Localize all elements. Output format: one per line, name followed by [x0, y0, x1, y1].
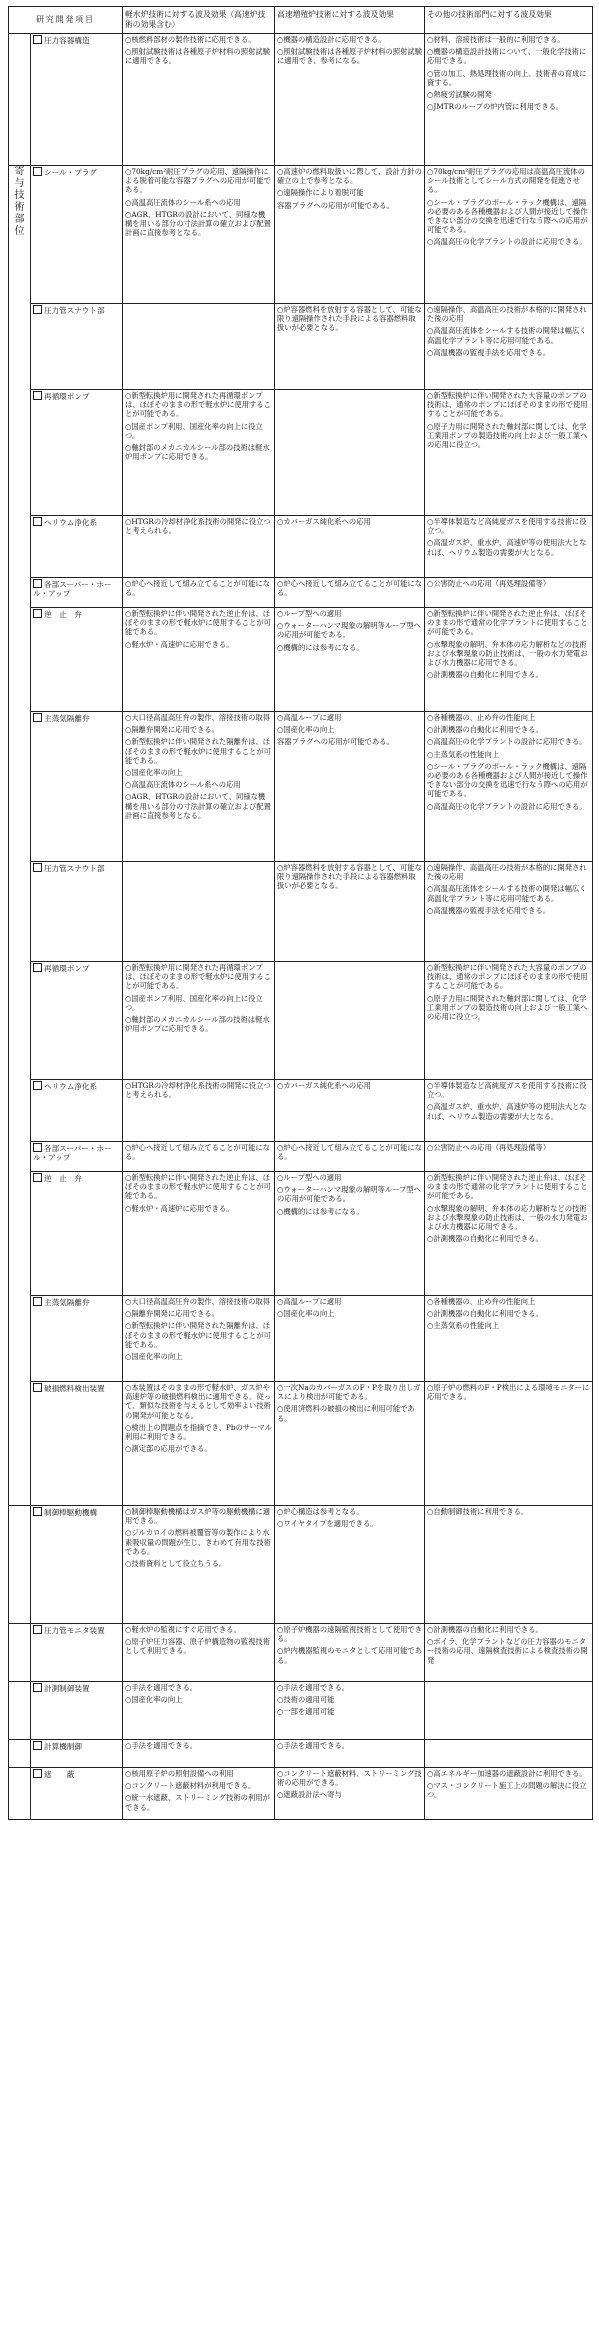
item-label: 破損燃料検出装置	[44, 1384, 105, 1393]
table-row	[9, 1296, 593, 1382]
effect-text: ○炉心へ接近して組み立てることが可能になる。	[277, 1143, 423, 1162]
effect-text: ○シール・プラグのボール・ラック機構は、遠隔の必要のある各種機器および人間が接近して操作できない部分の交換を迅速で行なう際への応用が可能である。	[427, 197, 588, 235]
effect-text: ○核燃料部材の製作技術に応用できる。	[125, 35, 256, 44]
header-col3: その他の技術部門に対する波及効果	[425, 7, 593, 34]
effect-text: ○高温ガス炉、重水炉、高速炉等の使用法大となれば、ヘリウム製造の需要が大となる。	[427, 538, 587, 557]
square-bullet-icon	[33, 305, 42, 314]
effect-text: ○高温高圧の化学プラントの設計に応用できる。	[427, 237, 587, 247]
effect-text: ○遠隔操作により着脱可能	[277, 188, 364, 198]
table-row	[9, 1682, 593, 1740]
effect-cell-c1	[123, 1682, 275, 1740]
effect-text: ○半導体製造など高純度ガスを使用する技術に役立つ。	[427, 1081, 587, 1100]
item-name	[31, 962, 123, 1080]
effect-text: ○70kg/cm²耐圧プラグの応用、遠隔操作による脱着可能な容器プラグへの応用が可能である。	[125, 167, 271, 195]
square-bullet-icon	[33, 391, 42, 400]
effect-text: ○水撃現象の解明、弁本体の応力解析などの技術および水撃現象の防止技術は、一般の水力発電および水力機器に応用できる。	[427, 1203, 588, 1232]
effect-text: ○手法を適用できる。	[277, 1741, 350, 1750]
effect-text: ○技術の適用可能	[277, 1695, 335, 1705]
category-blank	[9, 1740, 31, 1768]
effect-text: ○高温高圧流体をシールする技術の開発は幅広く高温化学プラント等に応用可能である。	[427, 884, 587, 903]
effect-text: ○国産化率の向上	[125, 768, 183, 778]
effect-text: ○炉心へ接近して組み立てることが可能になる。	[277, 579, 423, 598]
effect-text: ○核用原子炉の照射設備への利用	[125, 1769, 234, 1778]
effect-text: ○主蒸気系の性能向上	[427, 749, 500, 759]
effect-text: ○ウォーターハンマ現象の解明等ループ型への応用が可能である。	[277, 1185, 421, 1204]
effect-cell-c3	[425, 1172, 593, 1296]
effect-cell-c2	[275, 1142, 425, 1172]
effect-text: ○照射試験技術は各種原子炉材料の照射試験に適用できる。	[125, 47, 271, 66]
effect-cell-c3	[425, 1080, 593, 1142]
effect-text: ○機構的には参考になる。	[277, 642, 364, 652]
effect-text: ○新型転換炉に伴い開発された大容量のポンプの技術は、通常のポンプにほぼそのままの形で使用することが可能である。	[427, 963, 588, 991]
item-label: 再循環ポンプ	[44, 392, 90, 401]
category-char: 寄	[14, 166, 25, 177]
item-label: 逆 止 弁	[44, 610, 82, 619]
effect-text: ○高エネルギー加速器の遮蔽設計に利用できる。	[427, 1769, 587, 1778]
effect-text: ○軽水炉・高速炉に応用できる。	[125, 639, 234, 649]
effect-cell-c3	[425, 1142, 593, 1172]
effect-text: ○国産化率の向上	[125, 1352, 183, 1362]
effect-cell-c2	[275, 34, 425, 166]
effect-text: ○ループ型への適用	[277, 609, 342, 618]
effect-text: ○手法を適用できる。	[125, 1683, 198, 1692]
table-row	[9, 1172, 593, 1296]
effect-text: ○測定部の応用ができる。	[125, 1444, 212, 1454]
effect-text: ○シール・プラグのボール・ラック機構は、遠隔の必要のある各種機器および人間が接近して操作できない部分の交換を迅速で行なう際への応用が可能である。	[427, 761, 588, 799]
square-bullet-icon	[33, 1383, 42, 1392]
item-label: 圧力管モニタ装置	[44, 1626, 105, 1635]
square-bullet-icon	[33, 167, 42, 176]
effect-text: ○国産ポンプ利用、国産化率の向上に役立つ。	[125, 421, 263, 440]
square-bullet-icon	[33, 963, 42, 972]
category-char: 技	[14, 190, 25, 201]
effect-text: ○原子炉圧力容器、原子炉構造物の監視技術として利用できる。	[125, 1637, 271, 1656]
effect-text: ○隔離弁開発に応用できる。	[125, 725, 219, 735]
effect-text: ○ウォーターハンマ現象の解明等ループ型への応用が可能である。	[277, 621, 421, 640]
effect-text: ○国産化率の向上	[277, 1309, 335, 1319]
effect-text: ○遠隔操作、高温高圧の技術が本格的に開発された後の応用	[427, 305, 587, 324]
item-label: 計算機制御	[44, 1742, 82, 1751]
square-bullet-icon	[33, 35, 42, 44]
category-char: 与	[14, 178, 25, 189]
effect-text: ○高温ループに適用	[277, 1297, 342, 1306]
item-name	[31, 1624, 123, 1682]
effect-text: ○各種機器の、止め弁の性能向上	[427, 713, 536, 722]
effect-cell-c2	[275, 578, 425, 608]
square-bullet-icon	[33, 1683, 42, 1692]
effect-text: ○国産ポンプ利用、国産化率の向上に役立つ。	[125, 993, 263, 1012]
effect-cell-c1	[123, 578, 275, 608]
effect-cell-c1	[123, 1768, 275, 1820]
effect-cell-c3	[425, 304, 593, 390]
effect-text: ○新型転換炉に伴い開発された隔離弁は、ほぼそのままの形で軽水炉に使用することが可能である。	[125, 1321, 271, 1349]
effect-text: ○自動制御技術に利用できる。	[427, 1507, 529, 1516]
table-row	[9, 1382, 593, 1506]
effect-cell-c2	[275, 1740, 425, 1768]
effect-text: ○炉心構造は参考となる。	[277, 1507, 364, 1516]
effect-text: ○機器の構造設計技術について、一般化学技術に応用できる。	[427, 47, 587, 66]
effect-text: ○本装置はそのままの形で軽水炉、ガス炉や高速炉等の破損燃料検出に適用できる。従って、類似な技術を与えるとして効率よい技術の開発が可能となる。	[125, 1383, 271, 1420]
effect-cell-c1	[123, 1740, 275, 1768]
table-row	[9, 862, 593, 962]
effect-text: ○隔離弁開発に応用できる。	[125, 1309, 219, 1319]
effect-cell-c1	[123, 1624, 275, 1682]
item-name	[31, 166, 123, 304]
square-bullet-icon	[33, 1297, 42, 1306]
item-name	[31, 608, 123, 712]
effect-cell-c1	[123, 166, 275, 304]
square-bullet-icon	[33, 1769, 42, 1778]
effect-text: ○統一水遮蔽、ストリーミング技術の利用ができる。	[125, 1793, 270, 1812]
effect-cell-c2	[275, 516, 425, 578]
effect-text: ○ジルカロイの燃料被覆管等の製作により水素吸収量の問題が生じ、きわめて有用な技術である。	[125, 1528, 271, 1556]
effect-cell-c2	[275, 1080, 425, 1142]
effect-cell-c3	[425, 608, 593, 712]
effect-cell-c2	[275, 390, 425, 516]
effect-text: ○カバーガス純化系への応用	[277, 1081, 371, 1090]
effect-text: ○一次NaのカバーガスのF・Pを取り出しガスにより検出が可能である。	[277, 1383, 421, 1402]
effect-text: ○炉心へ接近して組み立てることが可能になる。	[125, 1143, 271, 1162]
table-row	[9, 166, 593, 304]
effect-cell-c3	[425, 962, 593, 1080]
square-bullet-icon	[33, 1625, 42, 1634]
table-row	[9, 1740, 593, 1768]
effect-cell-c3	[425, 516, 593, 578]
item-name	[31, 1080, 123, 1142]
effect-text: ○炉内機器監視のモニタとして応用可能である。	[277, 1646, 423, 1665]
effect-cell-c1	[123, 1142, 275, 1172]
effect-text: ○高温高圧の化学プラントの設計に応用できる。	[427, 737, 587, 747]
item-name	[31, 34, 123, 166]
square-bullet-icon	[33, 579, 42, 588]
effect-text: ○機器の構造設計に応用できる。	[277, 35, 386, 44]
item-name	[31, 1506, 123, 1624]
square-bullet-icon	[33, 1173, 42, 1182]
item-name	[31, 1682, 123, 1740]
effect-cell-c2	[275, 1624, 425, 1682]
square-bullet-icon	[33, 863, 42, 872]
effect-cell-c2	[275, 1382, 425, 1506]
effect-text: ○新型転換炉に伴い開発された逆止弁は、ほぼそのままの形で通常の化学プラントに使用することが可能である。	[427, 609, 588, 637]
effect-text: ○公害防止への応用（再処理設備等）	[427, 579, 551, 588]
square-bullet-icon	[33, 713, 42, 722]
effect-text: ○ボイラ、化学プラントなどの圧力容器のモニター技術の応用、遠隔検査技術による検査技術の開発	[427, 1637, 588, 1665]
effect-text: ○原子炉の燃料のF・P検出による環境モニターに応用できる。	[427, 1383, 590, 1402]
item-name	[31, 304, 123, 390]
effect-cell-c3	[425, 578, 593, 608]
effect-text: ○高温ループに適用	[277, 713, 342, 722]
effect-text: ○AGR、HTGRの設計において、同様な機構を用いる部分の寸法計算の確立および配置計画に直接参考となる。	[125, 209, 271, 238]
effect-text: ○新型転換炉に伴い開発された大容量のポンプの技術は、通常のポンプにほぼそのままの形で使用することが可能である。	[427, 391, 588, 419]
effect-text: ○ワイヤタイプを適用できる。	[277, 1519, 378, 1529]
effect-cell-c3	[425, 390, 593, 516]
effect-text: ○各種機器の、止め弁の性能向上	[427, 1297, 536, 1306]
item-label: ヘリウム浄化系	[44, 518, 98, 527]
effect-cell-c3	[425, 1296, 593, 1382]
effect-text: ○遠隔操作、高温高圧の技術が本格的に開発された後の応用	[427, 863, 587, 882]
effect-cell-c1	[123, 516, 275, 578]
effect-cell-c3	[425, 1682, 593, 1740]
effect-cell-c1	[123, 1382, 275, 1506]
table-row	[9, 1080, 593, 1142]
effect-cell-c1	[123, 862, 275, 962]
effect-text: ○高速炉の燃料取扱いに際して、設計方針の確立の上で参考となる。	[277, 167, 422, 186]
effect-text: ○原子力用に開発された軸封部に関しては、化学工業用ポンプの製造技術の向上および一般工業への応用に役立つ。	[427, 993, 588, 1022]
table-row	[9, 608, 593, 712]
effect-text: 容器プラグへの応用が可能である。	[277, 200, 394, 210]
effect-cell-c1	[123, 390, 275, 516]
effect-text: 容器プラグへの応用が可能である。	[277, 737, 394, 747]
effect-cell-c2	[275, 1506, 425, 1624]
category-blank	[9, 1506, 31, 1624]
category-cell	[9, 166, 31, 1506]
item-label: 各部スーパー・ホール・アップ	[33, 580, 112, 599]
item-label: 主蒸気隔離弁	[44, 714, 90, 723]
effect-cell-c2	[275, 1172, 425, 1296]
table-row	[9, 1768, 593, 1820]
effect-text: ○計測機器の自動化に利用できる。	[427, 725, 543, 735]
item-label: 遮 蔽	[44, 1770, 75, 1779]
effect-text: ○手法を適用できる。	[125, 1741, 198, 1750]
effect-text: ○新型転換炉に伴い開発された隔離弁は、ほぼそのままの形で軽水炉に使用することが可能である。	[125, 737, 271, 765]
table-row	[9, 1506, 593, 1624]
header-topic: 研究開発項目	[9, 7, 123, 34]
effect-cell-c3	[425, 1506, 593, 1624]
effect-cell-c1	[123, 1080, 275, 1142]
effect-text: ○HTGRの冷却材浄化系技術の開発に役立つと考えられる。	[125, 1081, 271, 1100]
category-char: 部	[14, 214, 25, 225]
table-row	[9, 516, 593, 578]
item-label: 圧力管スナウト部	[44, 864, 105, 873]
effect-cell-c3	[425, 862, 593, 962]
item-name	[31, 1382, 123, 1506]
effect-text: ○高温高圧流体のシール系への応用	[125, 197, 241, 207]
effect-text: ○計測機器の自動化に利用できる。	[427, 1625, 543, 1634]
effect-text: ○原子炉機器の遠隔監視技術として使用できる。	[277, 1625, 423, 1644]
effect-text: ○水撃現象の解明、弁本体の応力解析などの技術および水撃現象の防止技術は、一般の水力発電および水力機器に応用できる。	[427, 639, 588, 668]
effect-text: ○制御棒駆動機構はガス炉等の駆動機構に適用できる。	[125, 1507, 271, 1526]
effect-text: ○炉容器燃料を放射する容器として、可能な限り遠隔操作された手段による容器燃料取扱いが必要となる。	[277, 863, 422, 891]
item-name	[31, 712, 123, 862]
category-label	[9, 166, 30, 238]
research-table	[8, 6, 593, 1820]
effect-cell-c3	[425, 166, 593, 304]
effect-cell-c1	[123, 1172, 275, 1296]
effect-text: ○軽水炉・高速炉に応用できる。	[125, 1203, 234, 1213]
item-name	[31, 390, 123, 516]
effect-text: ○照射試験技術は各種原子炉材料の照射試験に適用でき、参考になる。	[277, 47, 423, 66]
effect-cell-c2	[275, 304, 425, 390]
effect-cell-c2	[275, 862, 425, 962]
effect-text: ○国産化率の向上	[277, 725, 335, 735]
effect-text: ○高温ガス炉、重水炉、高速炉等の使用法大となれば、ヘリウム製造の需要が大となる。	[427, 1102, 587, 1121]
effect-text: ○技術資料として役立ちうる。	[125, 1559, 227, 1569]
effect-text: ○材料、溶接技術は一般的に利用できる。	[427, 35, 565, 44]
header-row	[9, 7, 593, 34]
effect-text: ○計測機器の自動化に利用できる。	[427, 670, 543, 680]
effect-text: ○大口径高温高圧弁の製作、溶接技術の取得	[125, 713, 271, 722]
effect-text: ○コンクリート遮蔽材料、ストリーミング技術の応用ができる。	[277, 1769, 422, 1788]
category-blank	[9, 1624, 31, 1682]
item-name	[31, 516, 123, 578]
effect-text: ○炉容器燃料を放射する容器として、可能な限り遠隔操作された手段による容器燃料取扱いが必要となる。	[277, 305, 422, 333]
effect-text: ○マス・コンクリート施工上の問題の解決に役立つ。	[427, 1781, 587, 1800]
effect-text: ○大口径高温高圧弁の製作、溶接技術の取得	[125, 1297, 271, 1306]
item-name	[31, 1740, 123, 1768]
item-label: 圧力管スナウト部	[44, 306, 105, 315]
square-bullet-icon	[33, 1507, 42, 1516]
effect-text: ○JMTRのループの炉内管に利用できる。	[427, 102, 564, 112]
effect-text: ○高温高圧流体のシール系への応用	[125, 780, 241, 790]
table-row	[9, 962, 593, 1080]
effect-text: ○ループ型への適用	[277, 1173, 342, 1182]
effect-text: ○検出上の問題点を指摘でき、Pbのサーマル利用に利用できる。	[125, 1422, 272, 1442]
effect-text: ○新型転換炉に伴い開発された逆止弁は、ほぼそのままの形で軽水炉に使用することが可能である。	[125, 609, 271, 637]
table-row	[9, 390, 593, 516]
effect-text: ○計測機器の自動化に利用できる。	[427, 1234, 543, 1244]
category-blank	[9, 1682, 31, 1740]
effect-cell-c3	[425, 1768, 593, 1820]
effect-text: ○新型転換炉用に開発された再循環ポンプは、ほぼそのままの形で軽水炉に使用することが可能である。	[125, 391, 271, 419]
effect-cell-c3	[425, 1740, 593, 1768]
effect-cell-c3	[425, 1382, 593, 1506]
effect-cell-c1	[123, 304, 275, 390]
effect-text: ○AGR、HTGRの設計において、同様な機構を用いる部分の寸法計算の確立および配置計画に直接参考となる。	[125, 792, 271, 820]
effect-text: ○高温高圧の化学プラントの設計に応用できる。	[427, 801, 587, 811]
effect-text: ○遮蔽設計法へ寄与	[277, 1790, 342, 1800]
effect-text: ○手法を適用できる。	[277, 1683, 350, 1692]
header-col2: 高速増殖炉技術に対する波及効果	[275, 7, 425, 34]
effect-cell-c2	[275, 1296, 425, 1382]
table-row	[9, 1624, 593, 1682]
item-name	[31, 1768, 123, 1820]
effect-cell-c2	[275, 712, 425, 862]
square-bullet-icon	[33, 1143, 42, 1152]
effect-cell-c1	[123, 1506, 275, 1624]
effect-cell-c1	[123, 712, 275, 862]
item-name	[31, 1142, 123, 1172]
effect-text: ○管の加工、熱処理技術の向上、技術者の育成に資する。	[427, 68, 587, 87]
effect-text: ○70kg/cm²耐圧プラグの応用は高温高圧流体のシール技術としてシール方式の開発を促進させる。	[427, 167, 585, 195]
effect-text: ○主蒸気系の性能向上	[427, 1321, 500, 1331]
effect-cell-c1	[123, 962, 275, 1080]
effect-text: ○使用済燃料の破損の検出に利用可能である。	[277, 1404, 415, 1423]
effect-cell-c2	[275, 608, 425, 712]
effect-text: ○一部を適用可能	[277, 1707, 335, 1717]
effect-text: ○コンクリート遮蔽材料が利用できる。	[125, 1781, 256, 1791]
item-label: 圧力容器構造	[44, 36, 90, 45]
table-row	[9, 304, 593, 390]
effect-text: ○軸封部のメカニカルシール部の技術は軽水炉用ポンプに応用できる。	[125, 1015, 270, 1034]
effect-text: ○軽水炉の監視にすぐ応用できる。	[125, 1625, 241, 1634]
effect-text: ○半導体製造など高純度ガスを使用する技術に役立つ。	[427, 517, 587, 536]
item-label: ヘリウム浄化系	[44, 1082, 98, 1091]
item-label: 制御棒駆動機構	[44, 1508, 98, 1517]
effect-text: ○HTGRの冷却材浄化系技術の開発に役立つと考えられる。	[125, 517, 271, 536]
square-bullet-icon	[33, 517, 42, 526]
effect-cell-c2	[275, 166, 425, 304]
effect-text: ○カバーガス純化系への応用	[277, 517, 371, 526]
item-name	[31, 862, 123, 962]
item-label: 各部スーパー・ホール・アップ	[33, 1144, 112, 1163]
square-bullet-icon	[33, 1741, 42, 1750]
effect-cell-c2	[275, 1768, 425, 1820]
table-row	[9, 34, 593, 166]
category-char: 位	[14, 226, 25, 237]
item-name	[31, 578, 123, 608]
header-col1: 軽水炉技術に対する波及効果（高速炉技術の効果含む）	[123, 7, 275, 34]
effect-cell-c1	[123, 34, 275, 166]
item-label: 逆 止 弁	[44, 1174, 82, 1183]
effect-text: ○原子力用に開発された軸封部に関しては、化学工業用ポンプの製造技術の向上および一般工業への応用に役立つ。	[427, 421, 588, 450]
category-char: 術	[14, 202, 25, 213]
category-blank	[9, 34, 31, 166]
effect-text: ○軸封部のメカニカルシール部の技術は軽水炉用ポンプに応用できる。	[125, 443, 270, 462]
effect-text: ○高温高圧流体をシールする技術の開発は幅広く高温化学プラント等に応用可能である。	[427, 326, 587, 345]
table-row	[9, 712, 593, 862]
category-blank	[9, 1768, 31, 1820]
square-bullet-icon	[33, 609, 42, 618]
effect-text: ○熱疲労試験の開発	[427, 90, 492, 100]
effect-text: ○新型転換炉に伴い開発された逆止弁は、ほぼそのままの形で軽水炉に使用することが可能である。	[125, 1173, 271, 1201]
item-label: シール・プラグ	[44, 168, 98, 177]
item-label: 計測制御装置	[44, 1684, 90, 1693]
square-bullet-icon	[33, 1081, 42, 1090]
effect-text: ○機構的には参考になる。	[277, 1206, 364, 1216]
effect-text: ○高温機器の監視手法を応用できる。	[427, 905, 551, 915]
effect-cell-c3	[425, 34, 593, 166]
effect-cell-c2	[275, 962, 425, 1080]
effect-text: ○公害防止への応用（再処理設備等）	[427, 1143, 551, 1152]
effect-cell-c2	[275, 1682, 425, 1740]
table-row	[9, 1142, 593, 1172]
effect-text: ○計測機器の自動化に利用できる。	[427, 1309, 543, 1319]
effect-cell-c1	[123, 608, 275, 712]
item-label: 主蒸気隔離弁	[44, 1298, 90, 1307]
effect-cell-c1	[123, 1296, 275, 1382]
item-label: 再循環ポンプ	[44, 964, 90, 973]
effect-cell-c3	[425, 712, 593, 862]
effect-text: ○国産化率の向上	[125, 1695, 183, 1705]
item-name	[31, 1296, 123, 1382]
effect-text: ○新型転換炉に伴い開発された逆止弁は、ほぼそのままの形で通常の化学プラントに使用することが可能である。	[427, 1173, 588, 1201]
item-name	[31, 1172, 123, 1296]
table-row	[9, 578, 593, 608]
effect-text: ○高温機器の監視手法を応用できる。	[427, 347, 551, 357]
effect-text: ○炉心へ接近して組み立てることが可能になる。	[125, 579, 271, 598]
effect-cell-c3	[425, 1624, 593, 1682]
effect-text: ○新型転換炉用に開発された再循環ポンプは、ほぼそのままの形で軽水炉に使用することが可能である。	[125, 963, 271, 991]
